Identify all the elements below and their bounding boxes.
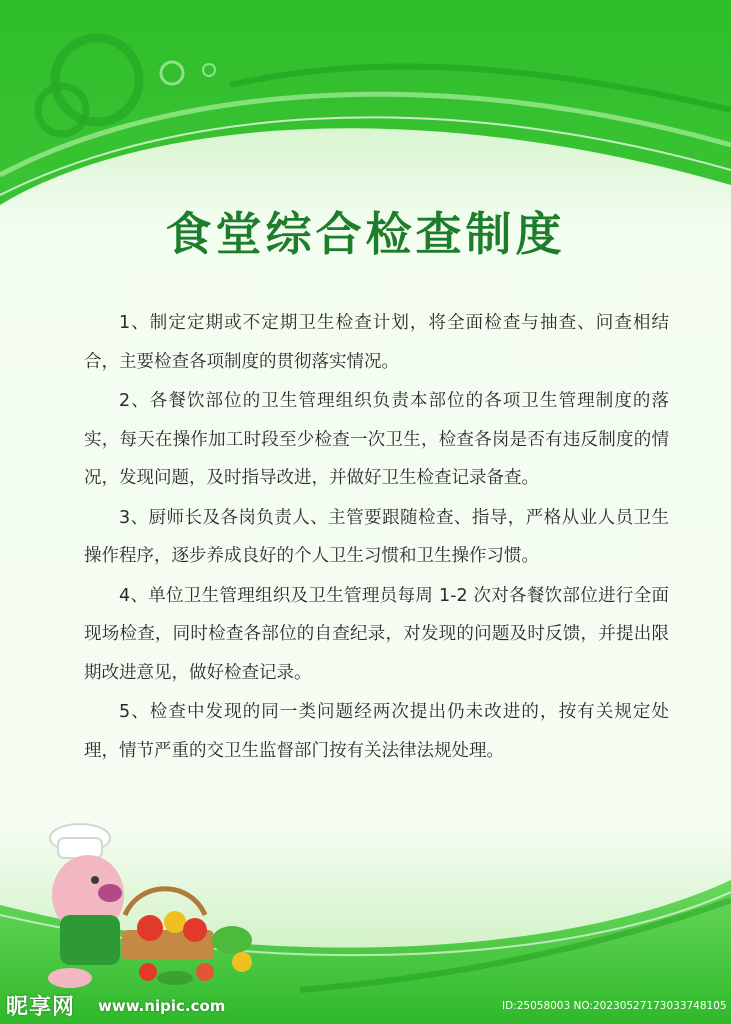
watermark-id: ID:25058003 NO:20230527173033748105 [502,1000,727,1012]
watermark-url: www.nipic.com [98,997,226,1015]
regulation-body [84,304,669,771]
paragraph-4: 4、单位卫生管理组织及卫生管理员每周 1-2 次对各餐饮部位进行全面现场检查，同时检查各部位的自查纪录，对发现的问题及时反馈，并提出限期改进意见，做好检查记录。 [84,585,669,683]
paragraph-3: 3、厨师长及各岗负责人、主管要跟随检查、指导，严格从业人员卫生操作程序，逐步养成良好的个人卫生习惯和卫生操作习惯。 [84,507,669,566]
watermark-logo: 昵享网 [6,995,76,1020]
paragraph-5: 5、检查中发现的同一类问题经两次提出仍未改进的，按有关规定处理，情节严重的交卫生监督部门按有关法律法规处理。 [84,702,669,761]
paragraph-1: 1、制定定期或不定期卫生检查计划，将全面检查与抽查、问查相结合，主要检查各项制度的贯彻落实情况。 [84,313,669,372]
paragraph-2: 2、各餐饮部位的卫生管理组织负责本部位的各项卫生管理制度的落实，每天在操作加工时段至少检查一次卫生，检查各岗是否有违反制度的情况，发现问题，及时指导改进，并做好卫生检查记录备查。 [84,391,669,488]
page-title: 食堂综合检查制度 [165,207,566,261]
